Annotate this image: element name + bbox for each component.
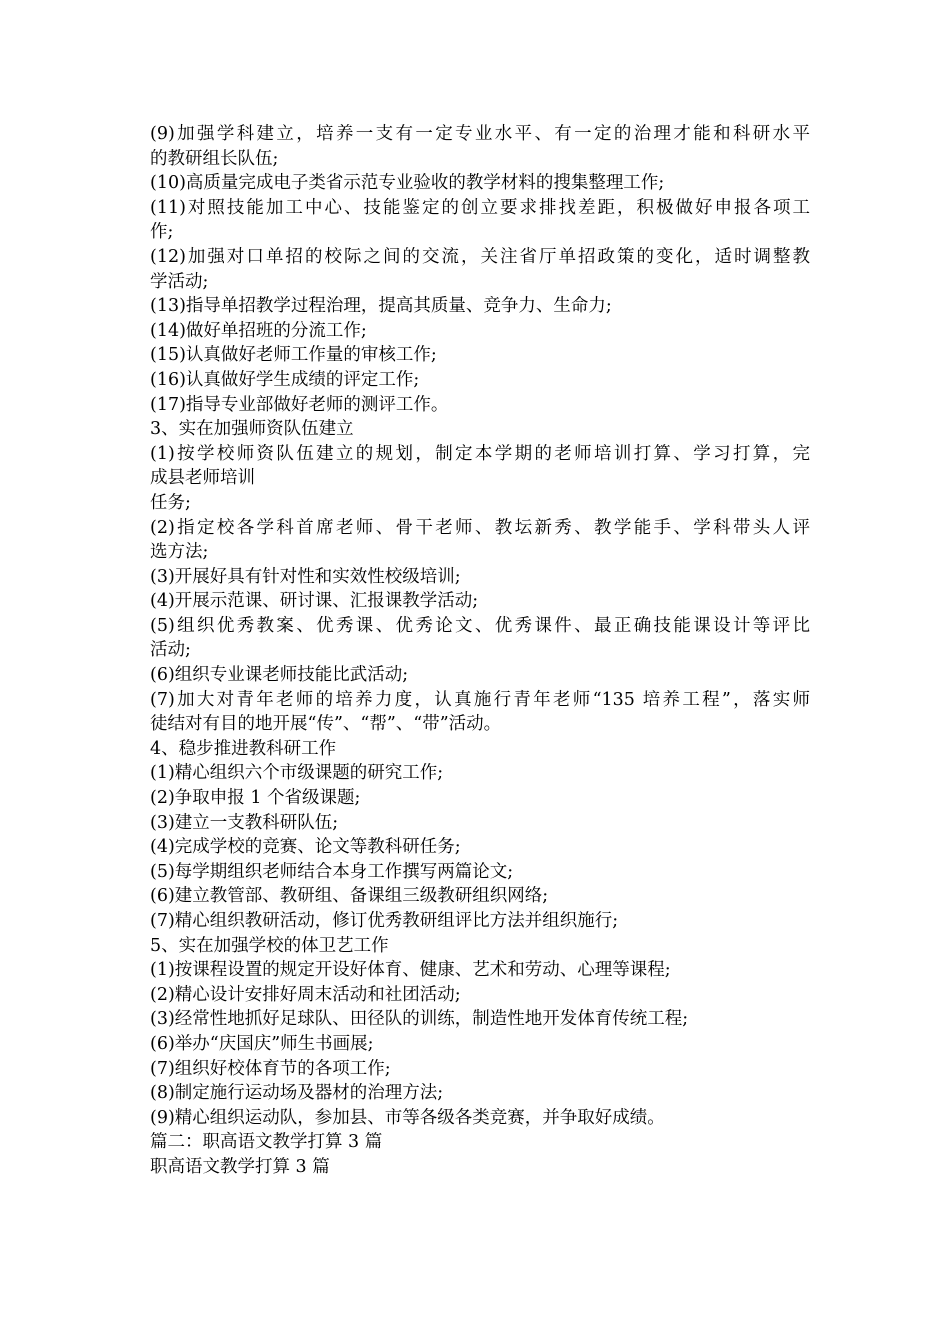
- text-line: (3)开展好具有针对性和实效性校级培训;: [150, 566, 461, 587]
- text-line: (9)加强学科建立，培养一支有一定专业水平、有一定的治理才能和科研水平: [150, 124, 810, 144]
- text-line: (12)加强对口单招的校际之间的交流，关注省厅单招政策的变化，适时调整教: [150, 246, 810, 267]
- text-line: (9)精心组织运动队，参加县、市等各级各类竞赛，并争取好成绩。: [150, 1107, 665, 1128]
- text-line: 学活动;: [150, 271, 209, 292]
- text-line: 4、稳步推进教科研工作: [150, 738, 337, 759]
- text-line: (10)高质量完成电子类省示范专业验收的教学材料的搜集整理工作;: [150, 173, 665, 194]
- text-line: (6)举办“庆国庆”师生书画展;: [150, 1033, 374, 1054]
- text-line: (3)经常性地抓好足球队、田径队的训练，制造性地开发体育传统工程;: [150, 1009, 689, 1030]
- document-body: [150, 122, 810, 1180]
- text-line: (1)按课程设置的规定开设好体育、健康、艺术和劳动、心理等课程;: [150, 960, 671, 981]
- text-line: 任务;: [150, 492, 191, 513]
- text-line: 徒结对有目的地开展“传”、“帮”、“带”活动。: [150, 714, 502, 735]
- text-line: (2)指定校各学科首席老师、骨干老师、教坛新秀、教学能手、学科带头人评: [150, 517, 810, 538]
- text-line: 篇二：职高语文教学打算 3 篇: [150, 1132, 383, 1153]
- text-line: 选方法;: [150, 542, 209, 563]
- text-line: 5、实在加强学校的体卫艺工作: [150, 935, 389, 956]
- text-line: (14)做好单招班的分流工作;: [150, 320, 367, 341]
- text-line: (7)加大对青年老师的培养力度，认真施行青年老师“135 培养工程”，落实师: [150, 689, 810, 710]
- text-line: (16)认真做好学生成绩的评定工作;: [150, 369, 420, 390]
- text-line: 3、实在加强师资队伍建立: [150, 419, 354, 440]
- text-line: (7)组织好校体育节的各项工作;: [150, 1058, 391, 1079]
- text-line: (2)精心设计安排好周末活动和社团活动;: [150, 984, 461, 1005]
- text-line: (17)指导专业部做好老师的测评工作。: [150, 394, 449, 415]
- text-line: (8)制定施行运动场及器材的治理方法;: [150, 1083, 444, 1104]
- text-line: 成县老师培训: [150, 468, 255, 489]
- text-line: (3)建立一支教科研队伍;: [150, 812, 339, 833]
- text-line: (15)认真做好老师工作量的审核工作;: [150, 345, 437, 366]
- text-line: 职高语文教学打算 3 篇: [150, 1156, 330, 1177]
- text-line: (4)开展示范课、研讨课、汇报课教学活动;: [150, 591, 479, 612]
- text-line: 活动;: [150, 640, 191, 661]
- text-line: (1)按学校师资队伍建立的规划，制定本学期的老师培训打算、学习打算，完: [150, 443, 810, 464]
- text-line: (5)每学期组织老师结合本身工作撰写两篇论文;: [150, 861, 514, 882]
- text-line: (5)组织优秀教案、优秀课、优秀论文、优秀课件、最正确技能课设计等评比: [150, 615, 810, 636]
- text-line: (6)建立教管部、教研组、备课组三级教研组织网络;: [150, 886, 549, 907]
- text-line: (11)对照技能加工中心、技能鉴定的创立要求排找差距，积极做好申报各项工: [150, 197, 810, 218]
- text-line: (2)争取申报 1 个省级课题;: [150, 788, 361, 809]
- text-line: 作;: [150, 222, 174, 243]
- text-line: (13)指导单招教学过程治理，提高其质量、竞争力、生命力;: [150, 296, 612, 317]
- text-line: (1)精心组织六个市级课题的研究工作;: [150, 763, 444, 784]
- text-line: (7)精心组织教研活动，修订优秀教研组评比方法并组织施行;: [150, 911, 619, 931]
- text-line: (4)完成学校的竞赛、论文等教科研任务;: [150, 837, 461, 858]
- text-line: 的教研组长队伍;: [150, 148, 279, 169]
- text-line: (6)组织专业课老师技能比武活动;: [150, 665, 409, 686]
